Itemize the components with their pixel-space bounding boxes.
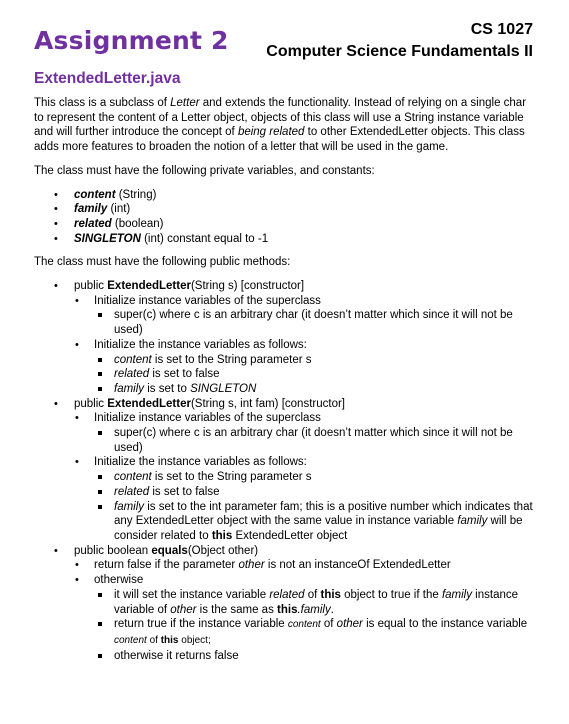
list-item — [74, 411, 536, 455]
var-ref: related — [269, 588, 305, 601]
step-text: return true if the instance variable — [114, 618, 288, 631]
var-ref: family — [457, 515, 488, 528]
step-text: of — [320, 618, 337, 631]
substeps — [94, 426, 536, 455]
assignment-title: Assignment 2 — [34, 26, 229, 55]
var-ref: content — [114, 471, 152, 484]
list-item: super(c) where c is an arbitrary char (it doesn’t matter which since it will not be used) — [94, 308, 536, 337]
step-text: of — [146, 634, 161, 646]
course-name: Computer Science Fundamentals II — [266, 43, 533, 60]
section-heading: ExtendedLetter.java — [34, 70, 181, 87]
method-modifier: public — [74, 280, 108, 293]
step-text: object; — [178, 634, 211, 646]
course-header — [266, 19, 533, 63]
method-signature: (String s, int fam) [constructor] — [190, 397, 345, 410]
variable-detail: (boolean) — [111, 217, 164, 230]
var-ref: other — [170, 603, 197, 616]
substeps — [94, 308, 536, 337]
step-text: instance variable of — [114, 588, 519, 616]
step-text: of — [304, 588, 321, 601]
var-ref: family — [114, 382, 145, 395]
list-item — [34, 188, 536, 203]
step-text: Initialize instance variables of the superclass — [94, 412, 321, 425]
list-item — [74, 338, 536, 397]
methods-list — [34, 279, 536, 663]
method-signature: (String s) [constructor] — [190, 280, 305, 293]
var-ref: other — [336, 618, 363, 631]
list-item — [74, 294, 536, 338]
list-item — [94, 470, 536, 485]
intro-italic-letter: Letter — [170, 97, 200, 109]
variable-name: content — [74, 188, 116, 201]
this-keyword: this — [320, 588, 341, 601]
method-item — [34, 279, 536, 397]
var-ref: .family — [297, 603, 331, 616]
list-item — [34, 217, 536, 232]
list-item — [34, 232, 536, 247]
step-text: is not an instanceOf ExtendedLetter — [264, 559, 451, 572]
var-ref: other — [238, 559, 265, 572]
this-keyword: this — [160, 634, 179, 646]
step-text: is set to false — [149, 485, 220, 498]
step-text: is equal to the instance variable — [362, 618, 528, 631]
substeps — [94, 353, 536, 397]
list-item — [74, 573, 536, 663]
step-text: return false if the parameter — [94, 559, 239, 572]
method-steps — [74, 558, 536, 663]
substeps — [94, 470, 536, 544]
list-item — [74, 558, 536, 573]
step-text: it will set the instance variable — [114, 588, 270, 601]
step-text: Initialize instance variables of the superclass — [94, 294, 321, 307]
list-item — [94, 500, 536, 544]
method-name: ExtendedLetter — [107, 280, 191, 293]
course-code: CS 1027 — [470, 21, 533, 38]
method-modifier: public — [74, 397, 108, 410]
list-item — [94, 588, 536, 617]
step-text: is set to — [144, 382, 191, 395]
intro-paragraph — [34, 96, 536, 155]
var-ref: SINGLETON — [190, 382, 257, 395]
this-keyword: this — [211, 529, 233, 542]
step-text: is set to the String parameter s — [151, 471, 312, 484]
var-ref: content — [114, 634, 147, 646]
var-ref: related — [114, 368, 150, 381]
list-item — [94, 353, 536, 368]
list-item: otherwise it returns false — [94, 649, 536, 664]
var-ref: family — [114, 500, 145, 513]
variable-detail: (int) — [107, 203, 131, 216]
list-item — [34, 202, 536, 217]
step-text: otherwise — [94, 574, 144, 587]
step-text: is set to false — [149, 368, 220, 381]
step-text: . — [330, 603, 334, 616]
step-text: is the same as — [196, 603, 278, 616]
intro-text: to other ExtendedLetter objects. This class adds more features to broaden the notion of a letter that will be used in the game. — [34, 126, 525, 154]
list-item — [74, 455, 536, 543]
intro-text: This class is a subclass of — [34, 97, 171, 109]
variable-detail: (int) constant equal to -1 — [140, 232, 269, 245]
intro-italic-related: being related — [237, 126, 305, 139]
step-text: will be consider related to — [114, 515, 523, 542]
methods-intro: The class must have the following public methods: — [34, 256, 291, 269]
method-name: equals — [151, 544, 188, 557]
variable-detail: (String) — [115, 188, 157, 201]
list-item — [94, 382, 536, 397]
list-item: super(c) where c is an arbitrary char (it doesn’t matter which since it will not be used) — [94, 426, 536, 455]
step-text: ExtendedLetter object — [232, 529, 348, 542]
step-text: object to true if the — [340, 588, 442, 601]
variables-intro: The class must have the following private variables, and constants: — [34, 164, 375, 177]
step-text: Initialize the instance variables as follows: — [94, 338, 307, 351]
list-item — [94, 367, 536, 382]
method-name: ExtendedLetter — [107, 397, 191, 410]
method-modifier: public boolean — [74, 544, 152, 557]
step-text: is set to the String parameter s — [151, 353, 312, 366]
variable-name: SINGLETON — [74, 232, 141, 245]
step-text: is set to the int parameter fam; this is a positive number which indicates that any ExtendedLetter object with the same value in instance variable — [114, 500, 533, 528]
intro-text: and extends the functionality. Instead of relying on a single char to represent the content of a Letter object, objects of this class will use a String instance variable and will further introduce the concept of — [34, 97, 527, 139]
variable-name: related — [74, 217, 112, 230]
substeps — [94, 588, 536, 664]
method-signature: (Object other) — [187, 544, 259, 557]
this-keyword: this — [277, 603, 298, 616]
var-ref: family — [441, 588, 472, 601]
step-text: Initialize the instance variables as follows: — [94, 456, 307, 469]
method-steps — [74, 411, 536, 543]
variable-name: family — [74, 203, 108, 216]
var-ref: content — [114, 353, 152, 366]
variables-list — [34, 188, 536, 247]
method-item — [34, 397, 536, 544]
var-ref: related — [114, 485, 150, 498]
method-item — [34, 544, 536, 664]
list-item — [94, 485, 536, 500]
document-body — [34, 70, 536, 670]
method-steps — [74, 294, 536, 397]
var-ref: content — [287, 619, 321, 631]
list-item — [94, 617, 536, 648]
